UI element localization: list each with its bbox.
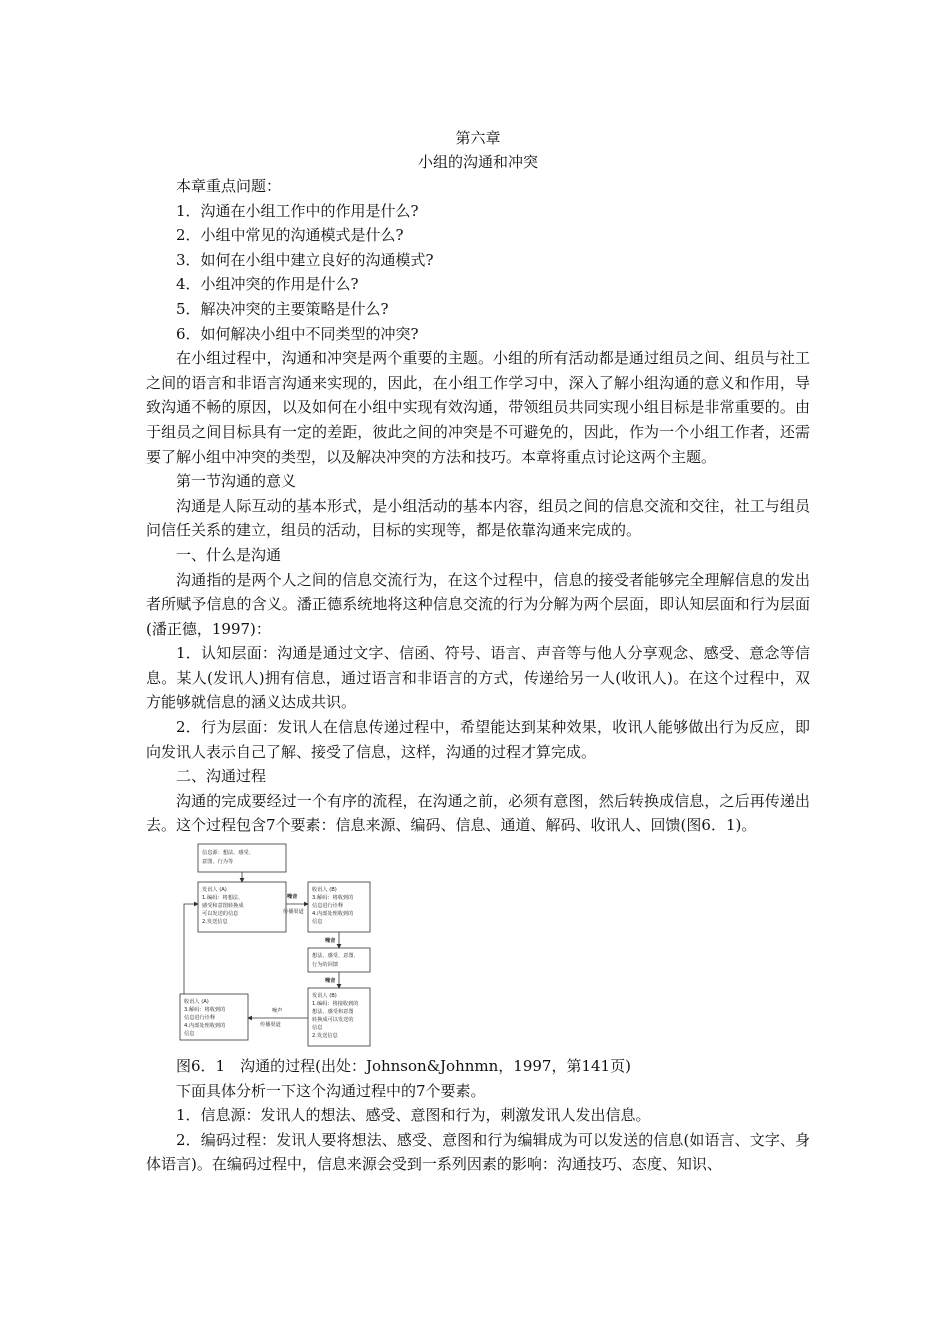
fig-text: 传播渠道 (260, 1022, 281, 1029)
body-paragraph: 1．信息源：发讯人的想法、感受、意图和行为，刺激发讯人发出信息。 (176, 1106, 651, 1125)
fig-text: 1.编码：将接收到的 (312, 1001, 359, 1008)
fig-text: 信息 (312, 1025, 323, 1032)
fig-text: 传播渠道 (283, 909, 304, 916)
body-paragraph: 2．编码过程：发讯人要将想法、感受、意图和行为编辑成为可以发送的信息(如语言、文字、身体语言)。在编码过程中，信息来源会受到一系列因素的影响：沟通技巧、态度、知识、 (146, 1130, 810, 1174)
chapter-title: 小组的沟通和冲突 (417, 153, 538, 171)
fig-text: 4.内部处理收到的 (312, 911, 354, 918)
body-paragraph: 沟通是人际互动的基本形式，是小组活动的基本内容，组员之间的信息交流和交往，社工与组员问信任关系的建立，组员的活动，目标的实现等，都是依靠沟通来完成的。 (146, 496, 810, 540)
subsection-heading: 一、什么是沟通 (176, 545, 282, 564)
fig-text: 意图、行为等 (202, 859, 234, 866)
fig-text: 行为的回馈 (312, 962, 338, 969)
fig-text: 4.内部处理收到的 (184, 1023, 226, 1030)
source-box (198, 844, 286, 872)
fig-text: 噪音 (325, 978, 336, 985)
body-paragraph: 下面具体分析一下这个沟通过程中的7个要素。 (176, 1081, 486, 1100)
key-questions-heading: 本章重点问题： (176, 177, 282, 195)
fig-text: 收讯人 (A) (184, 999, 209, 1006)
fig-text: 发讯人 (B) (312, 993, 337, 1000)
fig-text: 信息 (184, 1031, 195, 1038)
fig-text: 噪音 (287, 894, 298, 901)
section-heading: 第一节沟通的意义 (176, 472, 297, 491)
question-item: 3．如何在小组中建立良好的沟通模式? (176, 250, 434, 269)
fig-text: 想法、感受、意图、 (312, 953, 359, 960)
fig-text: 信息进行诠释 (312, 903, 344, 910)
fig-text: 想法、感受和意图 (312, 1009, 354, 1016)
body-paragraph: 2．行为层面：发讯人在信息传递过程中，希望能达到某种效果，收讯人能够做出行为反应，即向发讯人表示自己了解、接受了信息，这样，沟通的过程才算完成。 (146, 718, 810, 761)
fig-text: 可以发送的信息 (202, 911, 239, 918)
fig-text: 转换成可以发送的 (312, 1017, 354, 1024)
receiver-a-box (180, 994, 248, 1040)
question-item: 4．小组冲突的作用是什么? (176, 275, 359, 294)
fig-text: 收讯人 (B) (312, 887, 337, 894)
question-item: 1．沟通在小组工作中的作用是什么? (176, 201, 419, 220)
fig-text: 信息进行诠释 (184, 1015, 216, 1022)
question-item: 5．解决冲突的主要策略是什么? (176, 299, 389, 318)
question-item: 6．如何解决小组中不同类型的冲突? (176, 324, 419, 343)
fig-text: 3.解码：将收到的 (312, 895, 354, 902)
body-paragraph: 沟通的完成要经过一个有序的流程，在沟通之前，必须有意图，然后转换成信息，之后再传递出去。这个过程包含7个要素：信息来源、编码、信息、通道、解码、收讯人、回馈(图6．1)。 (146, 791, 810, 835)
receiver-b-box (308, 882, 370, 932)
fig-text: 信息源：想法、感受、 (202, 850, 254, 857)
fig-text: 噪音 (325, 938, 336, 945)
body-paragraph: 沟通指的是两个人之间的信息交流行为，在这个过程中，信息的接受者能够完全理解信息的发出者所赋予信息的含义。潘正德系统地将这种信息交流的行为分解为两个层面，即认知层面和行为层面(潘正德，1997)： (146, 570, 810, 638)
question-item: 2．小组中常见的沟通模式是什么? (176, 226, 404, 245)
intro-paragraph: 在小组过程中，沟通和冲突是两个重要的主题。小组的所有活动都是通过组员之间、组员与社工之间的语言和非语言沟通来实现的，因此，在小组工作学习中，深入了解小组沟通的意义和作用，导致沟通不畅的原因，以及如何在小组中实现有效沟通，带领组员共同实现小组目标是非常重要的。由于组员之间目标具有一定的差距，彼此之间的冲突是不可避免的，因此，作为一个小组工作者，还需要了解小组中冲突的类型，以及解决冲突的方法和技巧。本章将重点讨论这两个主题。 (146, 349, 810, 466)
fig-text: 1.编码：将想法、 (202, 895, 244, 902)
fig-text: 2.发送信息 (202, 919, 228, 926)
response-box (308, 948, 370, 972)
fig-text: 噪声 (272, 1008, 283, 1015)
chapter-number: 第六章 (455, 129, 501, 147)
communication-process-figure (146, 838, 810, 1054)
sender-a-box (198, 882, 286, 932)
fig-text: 2.发送信息 (312, 1033, 338, 1040)
fig-text: 3.解码：将收到的 (184, 1007, 226, 1014)
fig-text: 感受和意图转换成 (202, 903, 244, 910)
sender-b-box (308, 988, 370, 1046)
subsection-heading: 二、沟通过程 (176, 767, 267, 786)
body-paragraph: 1．认知层面：沟通是通过文字、信函、符号、语言、声音等与他人分享观念、感受、意念等信息。某人(发讯人)拥有信息，通过语言和非语言的方式，传递给另一人(收讯人)。在这个过程中，双方能够就信息的涵义达成共识。 (146, 644, 810, 712)
fig-text: 信息 (312, 919, 323, 926)
fig-text: 发讯人 (A) (202, 887, 227, 894)
document-page (146, 118, 810, 1177)
figure-caption: 图6．1 沟通的过程(出处：Johnson&Johnmn，1997，第141页) (176, 1057, 631, 1076)
